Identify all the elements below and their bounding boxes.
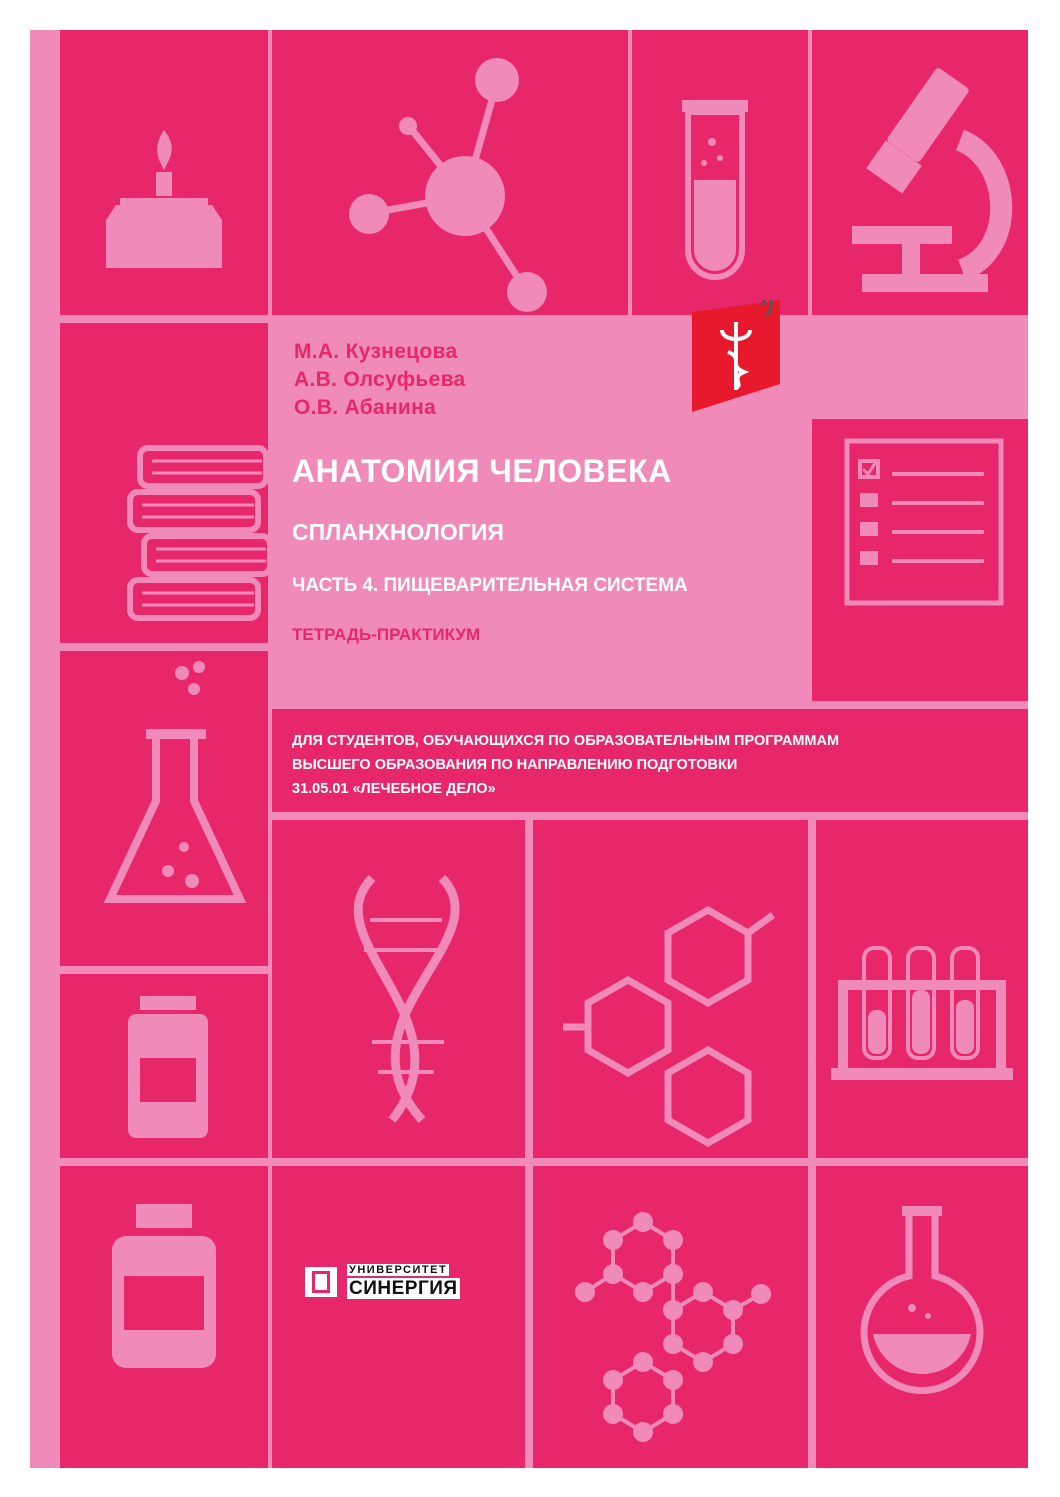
round-flask-icon bbox=[816, 1166, 1028, 1468]
author-list bbox=[294, 338, 466, 422]
tile-flask bbox=[60, 651, 268, 966]
publisher-logo-icon bbox=[303, 1265, 339, 1299]
bottle-icon bbox=[60, 974, 268, 1158]
jar-icon bbox=[60, 1166, 268, 1468]
tile-bottle bbox=[60, 974, 268, 1158]
tile-jar bbox=[60, 1166, 268, 1468]
author-2: А.В. Олсуфьева bbox=[294, 368, 466, 391]
microscope-icon bbox=[812, 30, 1028, 315]
book-type: ТЕТРАДЬ-ПРАКТИКУМ bbox=[292, 625, 481, 644]
tile-lower-middle bbox=[272, 1166, 525, 1468]
checklist-icon bbox=[812, 419, 1028, 701]
audience-line-3: 31.05.01 «ЛЕЧЕБНОЕ ДЕЛО» bbox=[292, 781, 496, 797]
molecule-icon bbox=[272, 30, 628, 315]
tile-molecule-network bbox=[533, 1166, 808, 1468]
audience-line-1: ДЛЯ СТУДЕНТОВ, ОБУЧАЮЩИХСЯ ПО ОБРАЗОВАТЕЛЬНЫМ ПРОГРАММАМ bbox=[292, 733, 840, 749]
book-cover bbox=[30, 30, 1028, 1468]
tile-round-flask bbox=[816, 1166, 1028, 1468]
audience-text bbox=[292, 729, 839, 801]
tile-test-tube bbox=[632, 30, 808, 315]
molecule-network-icon bbox=[533, 1166, 808, 1468]
tile-checklist bbox=[812, 419, 1028, 701]
tile-hexagon-molecule bbox=[533, 820, 808, 1158]
medical-emblem-icon bbox=[690, 300, 782, 412]
book-part: ЧАСТЬ 4. ПИЩЕВАРИТЕЛЬНАЯ СИСТЕМА bbox=[292, 575, 688, 596]
tile-dna bbox=[272, 820, 525, 1158]
publisher-line-2: СИНЕРГИЯ bbox=[349, 1278, 458, 1299]
book-title: АНАТОМИЯ ЧЕЛОВЕКА bbox=[292, 453, 672, 489]
dna-icon bbox=[272, 820, 525, 1158]
tile-molecule bbox=[272, 30, 628, 315]
test-tube-rack-icon bbox=[816, 820, 1028, 1158]
flask-icon bbox=[60, 651, 268, 966]
publisher-logo bbox=[303, 1263, 493, 1301]
tile-burner bbox=[60, 30, 268, 315]
tile-microscope bbox=[812, 30, 1028, 315]
test-tube-icon bbox=[632, 30, 808, 315]
audience-line-2: ВЫСШЕГО ОБРАЗОВАНИЯ ПО НАПРАВЛЕНИЮ ПОДГОТОВКИ bbox=[292, 757, 738, 773]
tile-test-tube-rack bbox=[816, 820, 1028, 1158]
books-icon bbox=[60, 323, 268, 643]
audience-band bbox=[272, 709, 1028, 812]
author-1: М.А. Кузнецова bbox=[294, 340, 458, 363]
author-3: О.В. Абанина bbox=[294, 396, 437, 419]
publisher-line-1: УНИВЕРСИТЕТ bbox=[349, 1264, 448, 1276]
hexagon-molecule-icon bbox=[533, 820, 808, 1158]
burner-icon bbox=[60, 30, 268, 315]
tile-books bbox=[60, 323, 268, 643]
book-subtitle: СПЛАНХНОЛОГИЯ bbox=[292, 519, 504, 545]
